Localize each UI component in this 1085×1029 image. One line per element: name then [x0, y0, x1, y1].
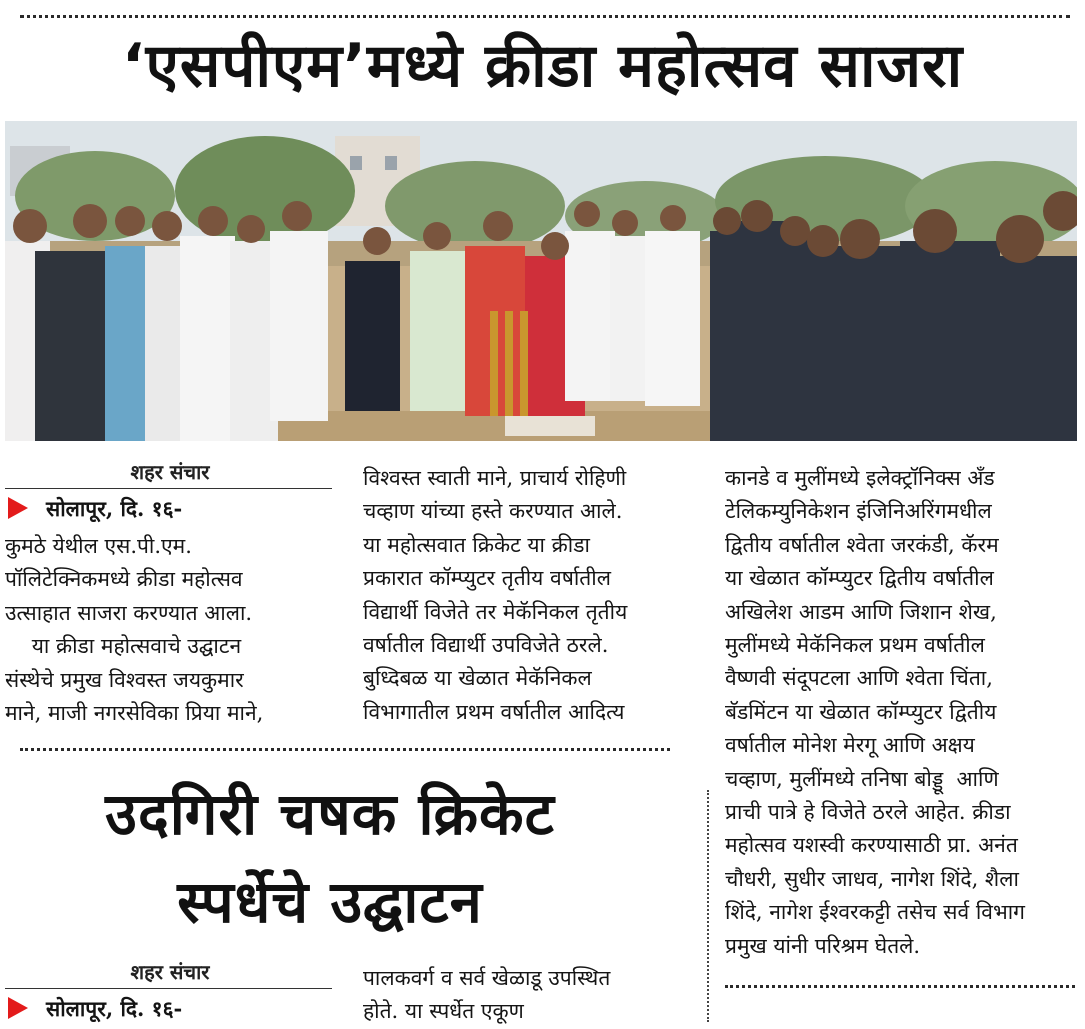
- article2-column-2: [363, 962, 683, 1029]
- text-line: कुमठे येथील एस.पी.एम.: [5, 534, 192, 558]
- article1-column-1: [5, 530, 335, 730]
- text-line: या खेळात कॉम्प्युटर द्वितीय वर्षातील: [725, 566, 994, 591]
- page-headline: ‘एसपीएम’मध्ये क्रीडा महोत्सव साजरा: [121, 31, 964, 101]
- column-divider: [707, 790, 709, 1022]
- text-line: विद्यार्थी विजेते तर मेकॅनिकल तृतीय: [363, 599, 628, 624]
- text-line: चव्हाण, मुलींमध्ये तनिषा बोड्डू आणि: [725, 766, 999, 791]
- text-line: द्वितीय वर्षातील श्वेता जरकंडी, कॅरम: [725, 532, 999, 557]
- triangle-marker-icon: [8, 997, 28, 1019]
- text-line: संस्थेचे प्रमुख विश्वस्त जयकुमार: [5, 667, 244, 692]
- article1-kicker: शहर संचार: [130, 460, 210, 484]
- text-line: अखिलेश आडम आणि जिशान शेख,: [725, 599, 997, 624]
- text-line: वैष्णवी संदूपटला आणि श्वेता चिंता,: [725, 666, 993, 691]
- text-line: पालकवर्ग व सर्व खेळाडू उपस्थित: [363, 966, 611, 990]
- text-line: माने, माजी नगरसेविका प्रिया माने,: [5, 701, 264, 726]
- text-line: या महोत्सवात क्रिकेट या क्रीडा: [363, 532, 590, 557]
- text-line: प्राची पात्रे हे विजेते ठरले आहेत. क्रीडा: [725, 800, 1011, 825]
- article1-column-3: [725, 462, 1080, 963]
- second-headline-line-2: स्पर्धेचे उद्घाटन: [177, 868, 483, 936]
- text-line: या क्रीडा महोत्सवाचे उद्घाटन: [5, 634, 242, 659]
- article2-dateline: [8, 995, 182, 1023]
- column3-end-rule: [725, 985, 1075, 988]
- section-dotted-rule: [20, 748, 670, 751]
- text-line: महोत्सव यशस्वी करण्यासाठी प्रा. अनंत: [725, 833, 1018, 858]
- text-line: विश्वस्त स्वाती माने, प्राचार्य रोहिणी: [363, 466, 627, 490]
- text-line: कानडे व मुलींमध्ये इलेक्ट्रॉनिक्स अँड: [725, 466, 995, 490]
- text-line: चव्हाण यांच्या हस्ते करण्यात आले.: [363, 499, 623, 524]
- text-line: वर्षातील विद्यार्थी उपविजेते ठरले.: [363, 633, 609, 658]
- article1-dateline-text: सोलापूर, दि. १६-: [46, 496, 183, 521]
- article2-dateline-text: सोलापूर, दि. १६-: [46, 996, 183, 1021]
- text-line: वर्षातील मोनेश मेरगू आणि अक्षय: [725, 733, 975, 758]
- news-photo: [5, 121, 1077, 441]
- top-dotted-rule: [20, 15, 1070, 18]
- article2-kicker: शहर संचार: [130, 960, 210, 984]
- second-headline-line-1: उदगिरी चषक क्रिकेट: [105, 780, 555, 848]
- triangle-marker-icon: [8, 497, 28, 519]
- article2-kicker-rule: [5, 988, 332, 989]
- text-line: उत्साहात साजरा करण्यात आला.: [5, 600, 253, 625]
- article1-dateline: [8, 495, 182, 523]
- text-line: टेलिकम्युनिकेशन इंजिनिअरिंगमधील: [725, 499, 992, 524]
- article1-kicker-rule: [5, 488, 332, 489]
- text-line: होते. या स्पर्धेत एकूण: [363, 999, 524, 1024]
- text-line: पॉलिटेक्निकमध्ये क्रीडा महोत्सव: [5, 567, 243, 592]
- text-line: बुध्दिबळ या खेळात मेकॅनिकल: [363, 666, 592, 691]
- article1-column-2: [363, 462, 683, 729]
- text-line: प्रमुख यांनी परिश्रम घेतले.: [725, 933, 921, 958]
- text-line: बॅडमिंटन या खेळात कॉम्प्युटर द्वितीय: [725, 699, 997, 724]
- text-line: विभागातील प्रथम वर्षातील आदित्य: [363, 699, 625, 724]
- text-line: चौधरी, सुधीर जाधव, नागेश शिंदे, शैला: [725, 866, 1019, 891]
- text-line: मुलींमध्ये मेकॅनिकल प्रथम वर्षातील: [725, 633, 985, 658]
- text-line: प्रकारात कॉम्प्युटर तृतीय वर्षातील: [363, 566, 611, 591]
- text-line: शिंदे, नागेश ईश्वरकट्टी तसेच सर्व विभाग: [725, 900, 1025, 925]
